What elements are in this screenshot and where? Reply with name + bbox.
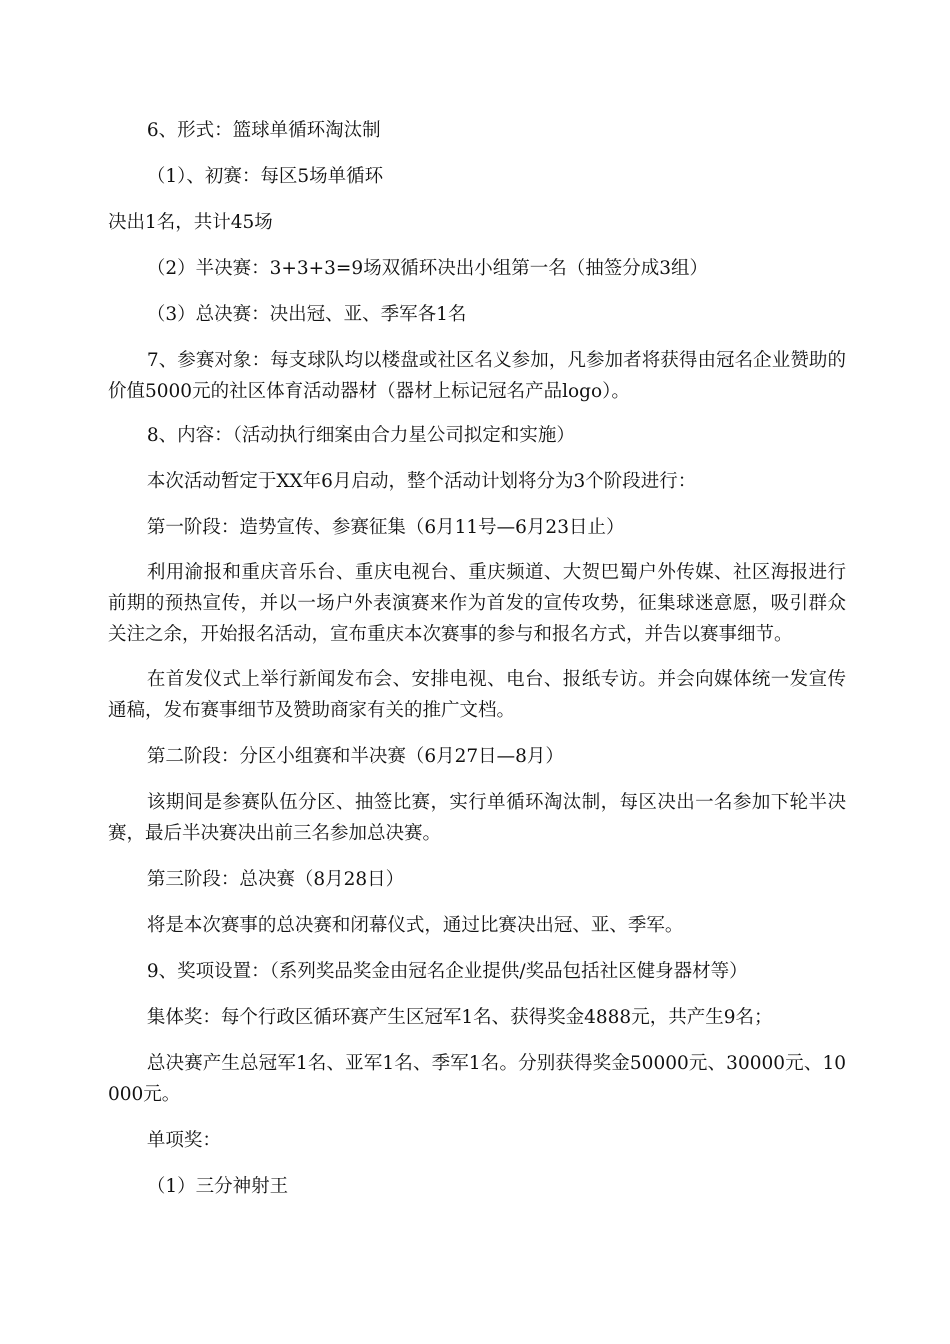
paragraph-stage-three-detail: 将是本次赛事的总决赛和闭幕仪式，通过比赛决出冠、亚、季军。 [146, 915, 684, 936]
paragraph-launch-ceremony: 在首发仪式上举行新闻发布会、安排电视、电台、报纸专访。并会向媒体统一发宣传通稿，发布赛事细节及赞助商家有关的推广文档。 [108, 669, 846, 721]
paragraph-three-point-award: （1）三分神射王 [146, 1176, 289, 1197]
paragraph-format: 6、形式：篮球单循环淘汰制 [146, 120, 381, 141]
paragraph-final: （3）总决赛：决出冠、亚、季军各1名 [146, 304, 467, 325]
paragraph-stage-two-detail: 该期间是参赛队伍分区、抽签比赛，实行单循环淘汰制，每区决出一名参加下轮半决赛，最后半决赛决出前三名参加总决赛。 [108, 792, 846, 844]
paragraph-individual-awards: 单项奖： [146, 1130, 221, 1151]
paragraph-stage-three: 第三阶段：总决赛（8月28日） [146, 869, 405, 890]
paragraph-preliminary-result: 决出1名，共计45场 [108, 212, 273, 233]
paragraph-stage-two: 第二阶段：分区小组赛和半决赛（6月27日—8月） [146, 746, 564, 767]
paragraph-stage-one: 第一阶段：造势宣传、参赛征集（6月11号—6月23日止） [146, 517, 625, 538]
paragraph-semifinal: （2）半决赛：3+3+3=9场双循环决出小组第一名（抽签分成3组） [146, 258, 708, 279]
paragraph-content: 8、内容：（活动执行细案由合力星公司拟定和实施） [146, 425, 575, 446]
paragraph-final-prizes: 总决赛产生总冠军1名、亚军1名、季军1名。分别获得奖金50000元、30000元、10000元。 [108, 1053, 846, 1105]
paragraph-schedule: 本次活动暂定于XX年6月启动，整个活动计划将分为3个阶段进行： [146, 471, 697, 492]
paragraph-team-award: 集体奖：每个行政区循环赛产生区冠军1名、获得奖金4888元，共产生9名； [146, 1007, 773, 1028]
paragraph-preliminary: （1）、初赛：每区5场单循环 [146, 166, 384, 187]
paragraph-awards: 9、奖项设置：（系列奖品奖金由冠名企业提供/奖品包括社区健身器材等） [146, 961, 748, 982]
paragraph-stage-one-detail: 利用渝报和重庆音乐台、重庆电视台、重庆频道、大贺巴蜀户外传媒、社区海报进行前期的预热宣传，并以一场户外表演赛来作为首发的宣传攻势，征集球迷意愿，吸引群众关注之余，开始报名活动，宣布重庆本次赛事的参与和报名方式，并告以赛事细节。 [108, 562, 846, 645]
paragraph-participants: 7、参赛对象：每支球队均以楼盘或社区名义参加，凡参加者将获得由冠名企业赞助的价值5000元的社区体育活动器材（器材上标记冠名产品logo）。 [108, 350, 846, 402]
document-body [108, 115, 846, 1202]
